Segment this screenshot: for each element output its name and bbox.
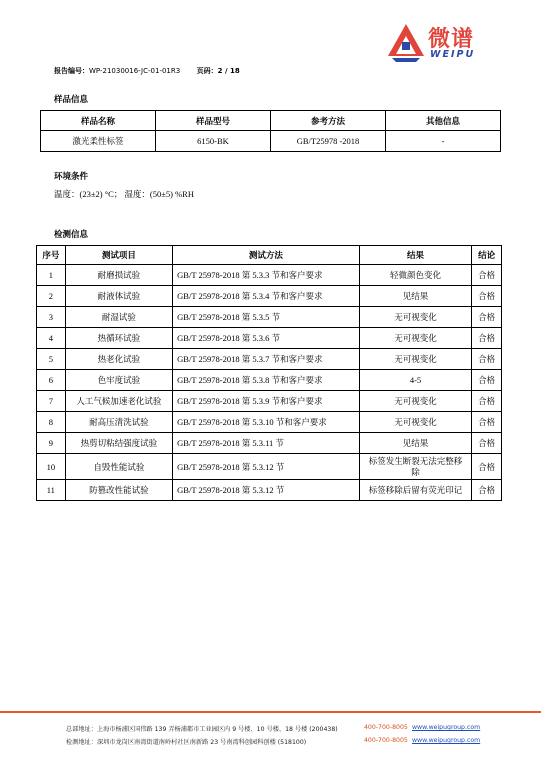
- footer-hq-address: 上海市杨浦区国伟路 139 弄杨浦都市工业园区内 9 号楼、10 号楼、18 号楼 (200438): [96, 726, 338, 733]
- sample-other: -: [386, 131, 501, 152]
- table-row: [37, 349, 502, 370]
- test-no: 2: [37, 286, 66, 307]
- footer-lab-line: [66, 737, 536, 747]
- test-result: 见结果: [359, 286, 472, 307]
- page-number: 2 / 18: [217, 67, 240, 75]
- table-row: [37, 307, 502, 328]
- test-item: 热老化试验: [65, 349, 172, 370]
- test-result: 标签移除后留有荧光印记: [359, 480, 472, 501]
- sample-method: GB/T25978 -2018: [271, 131, 386, 152]
- test-item: 耐磨损试验: [65, 265, 172, 286]
- test-result: 4-5: [359, 370, 472, 391]
- table-row: [37, 412, 502, 433]
- table-row: [37, 480, 502, 501]
- test-method: GB/T 25978-2018 第 5.3.4 节和客户要求: [173, 286, 360, 307]
- test-conclusion: 合格: [472, 370, 502, 391]
- test-method: GB/T 25978-2018 第 5.3.3 节和客户要求: [173, 265, 360, 286]
- sample-header-other: 其他信息: [386, 111, 501, 131]
- tests-header-item: 测试项目: [65, 246, 172, 265]
- tests-header-no: 序号: [37, 246, 66, 265]
- test-item: 热循环试验: [65, 328, 172, 349]
- table-row: [37, 265, 502, 286]
- test-item: 耐液体试验: [65, 286, 172, 307]
- test-item: 防篡改性能试验: [65, 480, 172, 501]
- footer-hq-phone: 400-700-8005: [364, 724, 408, 731]
- test-result: 无可视变化: [359, 328, 472, 349]
- table-row: [37, 454, 502, 480]
- tests-table: [36, 245, 502, 501]
- sample-name: 激光柔性标签: [41, 131, 156, 152]
- sample-table: [40, 110, 501, 152]
- test-method: GB/T 25978-2018 第 5.3.12 节: [173, 480, 360, 501]
- test-conclusion: 合格: [472, 328, 502, 349]
- test-no: 10: [37, 454, 66, 480]
- company-logo: [388, 22, 498, 64]
- test-conclusion: 合格: [472, 265, 502, 286]
- test-no: 5: [37, 349, 66, 370]
- sample-header-method: 参考方法: [271, 111, 386, 131]
- test-result: 无可视变化: [359, 307, 472, 328]
- test-conclusion: 合格: [472, 433, 502, 454]
- table-row: [37, 433, 502, 454]
- test-no: 1: [37, 265, 66, 286]
- test-no: 7: [37, 391, 66, 412]
- test-item: 耐湿试验: [65, 307, 172, 328]
- env-conditions: 温度：(23±2) °C； 湿度：(50±5) %RH: [54, 189, 194, 199]
- test-item: 人工气候加速老化试验: [65, 391, 172, 412]
- sample-model: 6150-BK: [156, 131, 271, 152]
- test-item: 色牢度试验: [65, 370, 172, 391]
- test-item: 热剪切粘结强度试验: [65, 433, 172, 454]
- test-result: 轻微颜色变化: [359, 265, 472, 286]
- test-method: GB/T 25978-2018 第 5.3.12 节: [173, 454, 360, 480]
- footer-lab-phone: 400-700-8005: [364, 737, 408, 744]
- test-conclusion: 合格: [472, 391, 502, 412]
- footer-divider: [0, 711, 541, 713]
- table-row: [37, 370, 502, 391]
- tests-header-result: 结果: [359, 246, 472, 265]
- footer-lab-label: 检测地址：: [66, 739, 97, 746]
- test-conclusion: 合格: [472, 286, 502, 307]
- table-row: [37, 391, 502, 412]
- table-row: [37, 286, 502, 307]
- test-conclusion: 合格: [472, 412, 502, 433]
- test-no: 6: [37, 370, 66, 391]
- env-section-title: 环境条件: [54, 172, 89, 182]
- test-result: 无可视变化: [359, 412, 472, 433]
- test-method: GB/T 25978-2018 第 5.3.7 节和客户要求: [173, 349, 360, 370]
- report-no: WP-21030016-JC-01-01R3: [89, 67, 181, 75]
- test-result: 见结果: [359, 433, 472, 454]
- sample-header-name: 样品名称: [41, 111, 156, 131]
- test-conclusion: 合格: [472, 349, 502, 370]
- test-method: GB/T 25978-2018 第 5.3.5 节: [173, 307, 360, 328]
- test-conclusion: 合格: [472, 307, 502, 328]
- tests-header-method: 测试方法: [173, 246, 360, 265]
- footer-hq-line: [66, 724, 536, 734]
- test-method: GB/T 25978-2018 第 5.3.6 节: [173, 328, 360, 349]
- test-conclusion: 合格: [472, 454, 502, 480]
- test-no: 9: [37, 433, 66, 454]
- tests-section-title: 检测信息: [54, 230, 89, 240]
- table-row: [37, 328, 502, 349]
- sample-section-title: 样品信息: [54, 95, 89, 105]
- test-method: GB/T 25978-2018 第 5.3.9 节和客户要求: [173, 391, 360, 412]
- page-label: 页码：: [196, 67, 218, 75]
- report-no-label: 报告编号：: [54, 67, 89, 75]
- logo-mark-icon: [388, 24, 424, 62]
- test-no: 8: [37, 412, 66, 433]
- footer-lab-address: 深圳市龙岗区南湾街道南岭村社区南新路 23 号南湾科创园科创楼 (518100): [96, 739, 307, 746]
- test-result: 标签发生断裂无法完整移除: [359, 454, 472, 480]
- footer-hq-label: 总部地址：: [66, 726, 97, 733]
- test-conclusion: 合格: [472, 480, 502, 501]
- report-header: [54, 66, 240, 76]
- footer: [66, 724, 536, 744]
- test-method: GB/T 25978-2018 第 5.3.11 节: [173, 433, 360, 454]
- test-no: 4: [37, 328, 66, 349]
- footer-lab-website-link[interactable]: www.weipugroup.com: [412, 737, 481, 744]
- logo-cn-text: 微谱: [428, 27, 475, 52]
- test-item: 耐高压清洗试验: [65, 412, 172, 433]
- footer-hq-website-link[interactable]: www.weipugroup.com: [412, 724, 481, 731]
- test-result: 无可视变化: [359, 349, 472, 370]
- test-method: GB/T 25978-2018 第 5.3.10 节和客户要求: [173, 412, 360, 433]
- sample-header-model: 样品型号: [156, 111, 271, 131]
- test-no: 3: [37, 307, 66, 328]
- test-method: GB/T 25978-2018 第 5.3.8 节和客户要求: [173, 370, 360, 391]
- logo-en-text: WEIPU: [430, 49, 476, 60]
- tests-header-conclusion: 结论: [472, 246, 502, 265]
- test-item: 自毁性能试验: [65, 454, 172, 480]
- test-no: 11: [37, 480, 66, 501]
- test-result: 无可视变化: [359, 391, 472, 412]
